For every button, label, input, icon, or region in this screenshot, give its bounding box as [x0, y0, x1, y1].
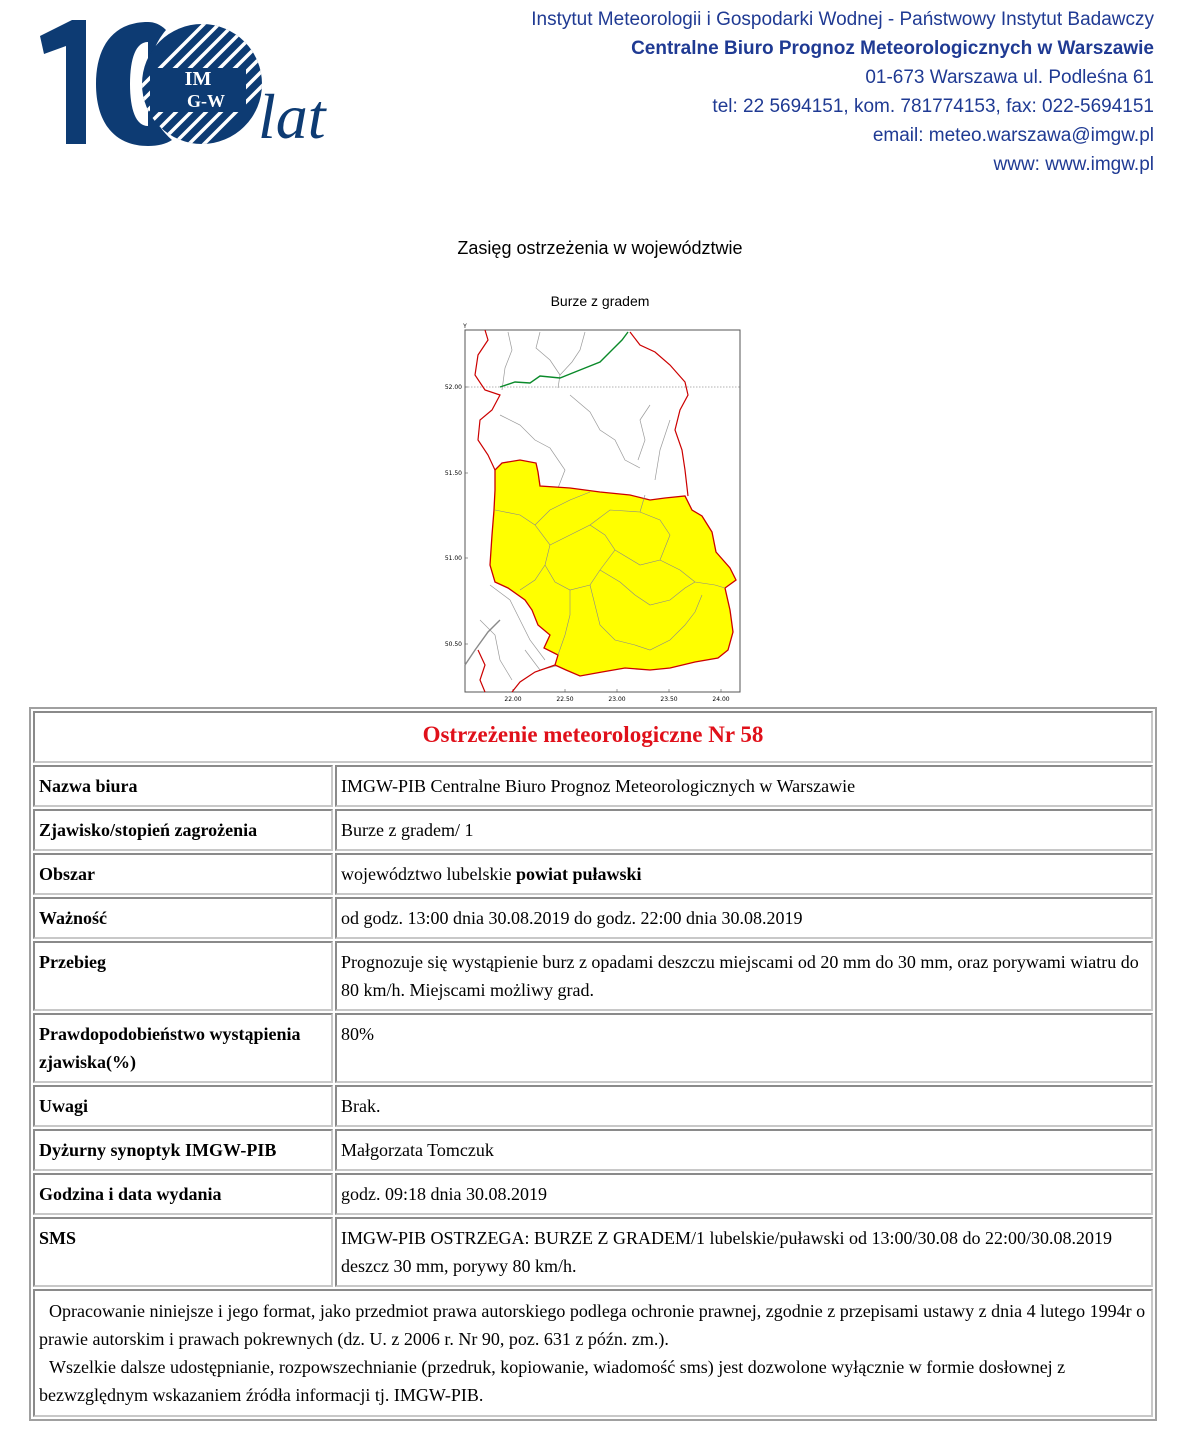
- map-y-tick: 51.50: [444, 470, 462, 477]
- row-value-remarks: Brak.: [335, 1085, 1153, 1127]
- warning-table: [29, 707, 1157, 1421]
- row-value-course: Prognozuje się wystąpienie burz z opadami deszczu miejscami od 20 mm do 30 mm, oraz porywami wiatru do 80 km/h. Miejscami możliwy grad.: [335, 941, 1153, 1011]
- table-row: [33, 765, 1153, 807]
- map-subtitle: Burze z gradem: [550, 293, 650, 309]
- row-value-issued: godz. 09:18 dnia 30.08.2019: [335, 1173, 1153, 1215]
- table-row: [33, 1217, 1153, 1287]
- map-axis-letter: Y: [463, 323, 467, 330]
- row-label-sms: SMS: [33, 1217, 333, 1287]
- row-label-validity: Ważność: [33, 897, 333, 939]
- row-label-probability: Prawdopodobieństwo wystąpienia zjawiska(%): [33, 1013, 333, 1083]
- table-row: [33, 1085, 1153, 1127]
- warning-title: Ostrzeżenie meteorologiczne Nr 58: [33, 711, 1153, 763]
- row-label-forecaster: Dyżurny synoptyk IMGW-PIB: [33, 1129, 333, 1171]
- map-x-tick: 23.50: [660, 696, 678, 703]
- row-value-sms: IMGW-PIB OSTRZEGA: BURZE Z GRADEM/1 lubelskie/puławski od 13:00/30.08 do 22:00/30.08.2019 deszcz 30 mm, porywy 80 km/h.: [335, 1217, 1153, 1287]
- row-label-office: Nazwa biura: [33, 765, 333, 807]
- copyright-note-2: Wszelkie dalsze udostępnianie, rozpowszechnianie (przedruk, kopiowanie, wiadomość sms) jest dozwolone wyłącznie w formie dosłownej z bezwzględnym wskazaniem źródła informacji tj. IMGW-PIB.: [39, 1357, 1066, 1405]
- table-row: [33, 1129, 1153, 1171]
- row-label-course: Przebieg: [33, 941, 333, 1011]
- row-label-phenomenon: Zjawisko/stopień zagrożenia: [33, 809, 333, 851]
- row-value-office: IMGW-PIB Centralne Biuro Prognoz Meteorologicznych w Warszawie: [335, 765, 1153, 807]
- copyright-note-1: Opracowanie niniejsze i jego format, jako przedmiot prawa autorskiego podlega ochronie prawnej, zgodnie z przepisami ustawy z dnia 4 lutego 1994r o prawie autorskim i prawach pokrewnych (dz. U. z 2006 r. Nr 90, poz. 631 z późn. zm.).: [39, 1301, 1146, 1349]
- map-x-tick: 23.00: [608, 696, 626, 703]
- row-value-area: [335, 853, 1153, 895]
- table-row: [33, 897, 1153, 939]
- row-value-validity: od godz. 13:00 dnia 30.08.2019 do godz. 22:00 dnia 30.08.2019: [335, 897, 1153, 939]
- table-row: [33, 1013, 1153, 1083]
- address: 01-673 Warszawa ul. Podleśna 61: [865, 67, 1154, 88]
- institution-header: [531, 5, 1154, 179]
- row-label-area: Obszar: [33, 853, 333, 895]
- institution-name: Instytut Meteorologii i Gospodarki Wodnej - Państwowy Instytut Badawczy: [531, 9, 1154, 30]
- map-x-tick: 22.50: [556, 696, 574, 703]
- table-row: [33, 809, 1153, 851]
- website-line: www: www.imgw.pl: [993, 154, 1154, 175]
- area-voivodeship: województwo lubelskie: [341, 864, 516, 884]
- map-title: Zasięg ostrzeżenia w województwie: [457, 238, 743, 258]
- logo-lat-text: lat: [258, 81, 326, 148]
- row-label-remarks: Uwagi: [33, 1085, 333, 1127]
- logo-digit-one: [40, 20, 86, 144]
- svg-text:G-W: G-W: [187, 91, 225, 111]
- imgw-100-lat-logo: [40, 18, 350, 148]
- copyright-note: [33, 1289, 1153, 1417]
- map-x-tick: 24.00: [712, 696, 730, 703]
- map-x-tick: 22.00: [504, 696, 522, 703]
- map-y-tick: 52.00: [444, 384, 462, 391]
- row-value-forecaster: Małgorzata Tomczuk: [335, 1129, 1153, 1171]
- map-y-tick: 51.00: [444, 555, 462, 562]
- table-row: [33, 853, 1153, 895]
- warning-area-map: [440, 320, 750, 710]
- email-line: email: meteo.warszawa@imgw.pl: [872, 125, 1154, 146]
- row-value-probability: 80%: [335, 1013, 1153, 1083]
- map-y-tick: 50.50: [444, 641, 462, 648]
- office-name: Centralne Biuro Prognoz Meteorologicznych w Warszawie: [631, 38, 1154, 59]
- phone-line: tel: 22 5694151, kom. 781774153, fax: 022-5694151: [712, 96, 1154, 117]
- row-value-phenomenon: Burze z gradem/ 1: [335, 809, 1153, 851]
- row-label-issued: Godzina i data wydania: [33, 1173, 333, 1215]
- area-county: powiat puławski: [515, 864, 642, 884]
- table-row: [33, 941, 1153, 1011]
- logo-imgw-text: IM: [184, 68, 212, 90]
- table-row: [33, 1173, 1153, 1215]
